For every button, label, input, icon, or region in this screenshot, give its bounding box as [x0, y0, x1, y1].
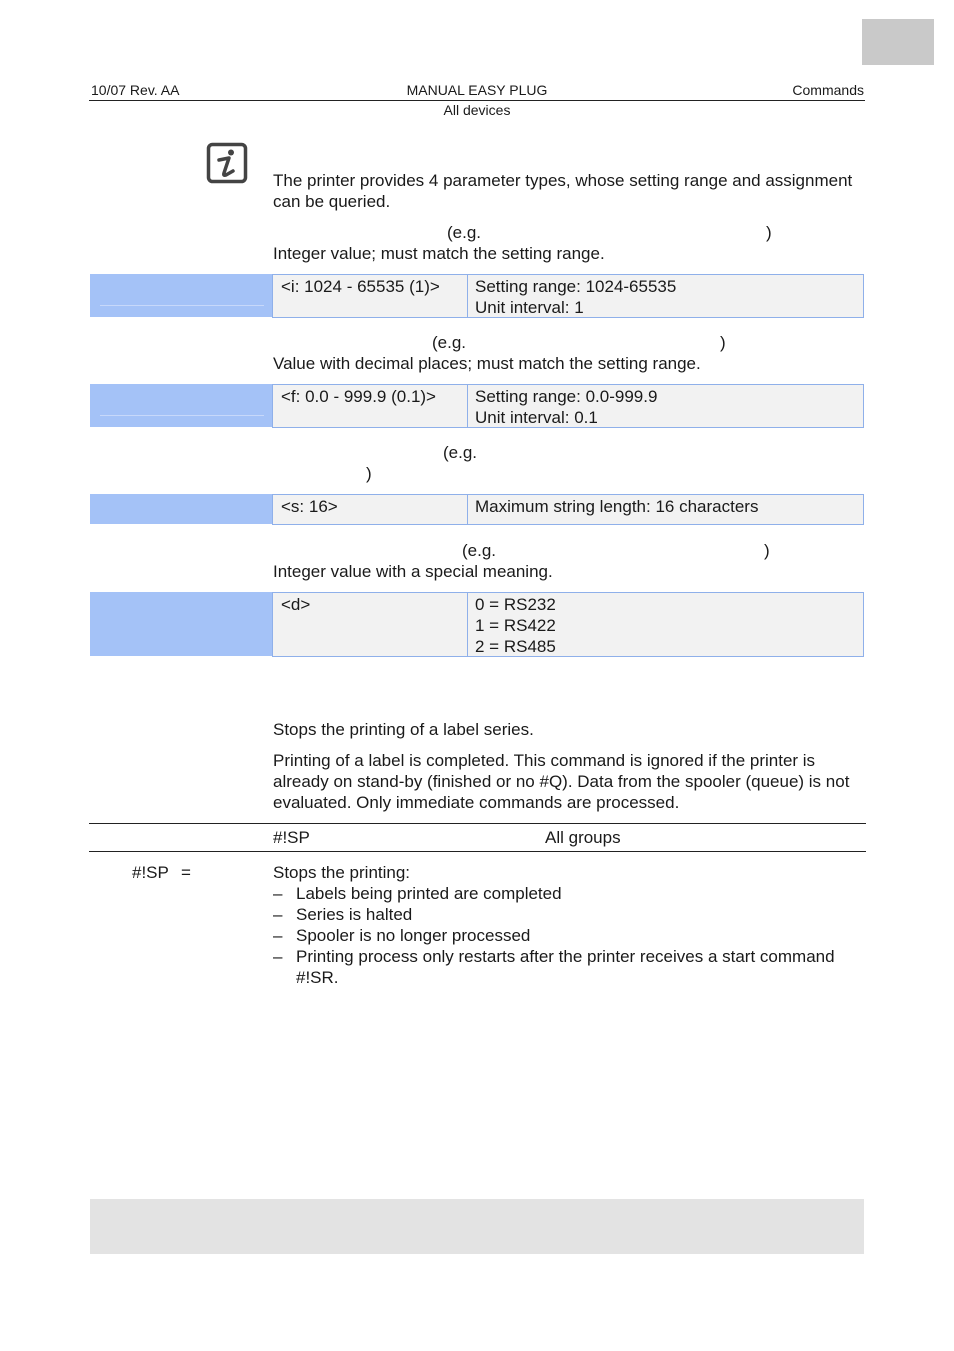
- type-1-description: Integer value; must match the setting range.: [273, 244, 605, 263]
- param-name: #!SP: [132, 863, 169, 882]
- bullet-dash: –: [273, 926, 283, 945]
- command-details: Printing of a label is completed. This command is ignored if the printer is already on stand-by (finished or no #Q). Data from the spooler (queue) is not evaluated. Only immediate commands are processed.: [273, 751, 850, 812]
- intro-text: The printer provides 4 parameter types, whose setting range and assignment can be queried.: [273, 171, 853, 211]
- type-1-explanation: Setting range: 1024-65535 Unit interval: 1: [475, 277, 677, 317]
- info-icon: [206, 142, 248, 184]
- command-syntax: #!SP: [273, 828, 310, 847]
- type-2-table: [272, 384, 864, 428]
- list-item: [273, 925, 863, 946]
- header-title: MANUAL EASY PLUG: [406, 82, 548, 98]
- type-2-description: Value with decimal places; must match the setting range.: [273, 354, 701, 373]
- bullet-dash: –: [273, 905, 283, 924]
- type-1-eg-open: (e.g.: [447, 223, 482, 242]
- type-1-table: [272, 274, 864, 318]
- bullet-text: Printing process only restarts after the printer receives a start command #!SR.: [296, 947, 835, 987]
- list-item: [273, 946, 863, 988]
- type-1-syntax: <i: 1024 - 65535 (1)>: [281, 277, 440, 296]
- command-summary: Stops the printing of a label series.: [273, 720, 534, 739]
- bullet-text: Spooler is no longer processed: [296, 926, 531, 945]
- type-3-syntax: <s: 16>: [281, 497, 338, 516]
- type-4-eg-close: ): [764, 541, 770, 560]
- type-4-label-cell: [90, 592, 272, 656]
- type-3-explanation: Maximum string length: 16 characters: [475, 497, 759, 516]
- type-2-syntax: <f: 0.0 - 999.9 (0.1)>: [281, 387, 436, 406]
- type-1-label-cell: [90, 274, 272, 317]
- command-groups: All groups: [545, 828, 621, 847]
- bullet-dash: –: [273, 884, 283, 903]
- header-rule: [89, 100, 865, 101]
- type-3-eg-close: ): [366, 464, 372, 483]
- bullet-text: Labels being printed are completed: [296, 884, 562, 903]
- bullet-text: Series is halted: [296, 905, 413, 924]
- page-tab-marker: [862, 19, 934, 65]
- param-bullet-list: [273, 883, 863, 988]
- param-equals: =: [181, 863, 191, 882]
- type-4-eg-open: (e.g.: [462, 541, 497, 560]
- type-4-explanation: 0 = RS232 1 = RS422 2 = RS485: [475, 595, 556, 656]
- type-4-table: [272, 592, 864, 657]
- syntax-rule-bottom: [89, 851, 866, 852]
- header-chapter: Commands: [792, 82, 864, 98]
- type-3-eg-open: (e.g.: [443, 443, 478, 462]
- param-intro: Stops the printing:: [273, 863, 411, 882]
- list-item: [273, 904, 863, 925]
- type-4-description: Integer value with a special meaning.: [273, 562, 553, 581]
- type-3-table: [272, 494, 864, 525]
- type-2-explanation: Setting range: 0.0-999.9 Unit interval: 0.1: [475, 387, 658, 427]
- footer-bar: [90, 1199, 864, 1254]
- type-2-eg-close: ): [720, 333, 726, 352]
- syntax-rule-top: [89, 823, 866, 824]
- type-2-label-cell: [90, 384, 272, 427]
- type-1-eg-close: ): [766, 223, 772, 242]
- list-item: [273, 883, 863, 904]
- header-revision: 10/07 Rev. AA: [91, 82, 180, 98]
- bullet-dash: –: [273, 947, 283, 966]
- type-2-eg-open: (e.g.: [432, 333, 467, 352]
- type-3-label-cell: [90, 494, 272, 524]
- header-subtitle: All devices: [443, 102, 511, 118]
- type-4-syntax: <d>: [281, 595, 311, 614]
